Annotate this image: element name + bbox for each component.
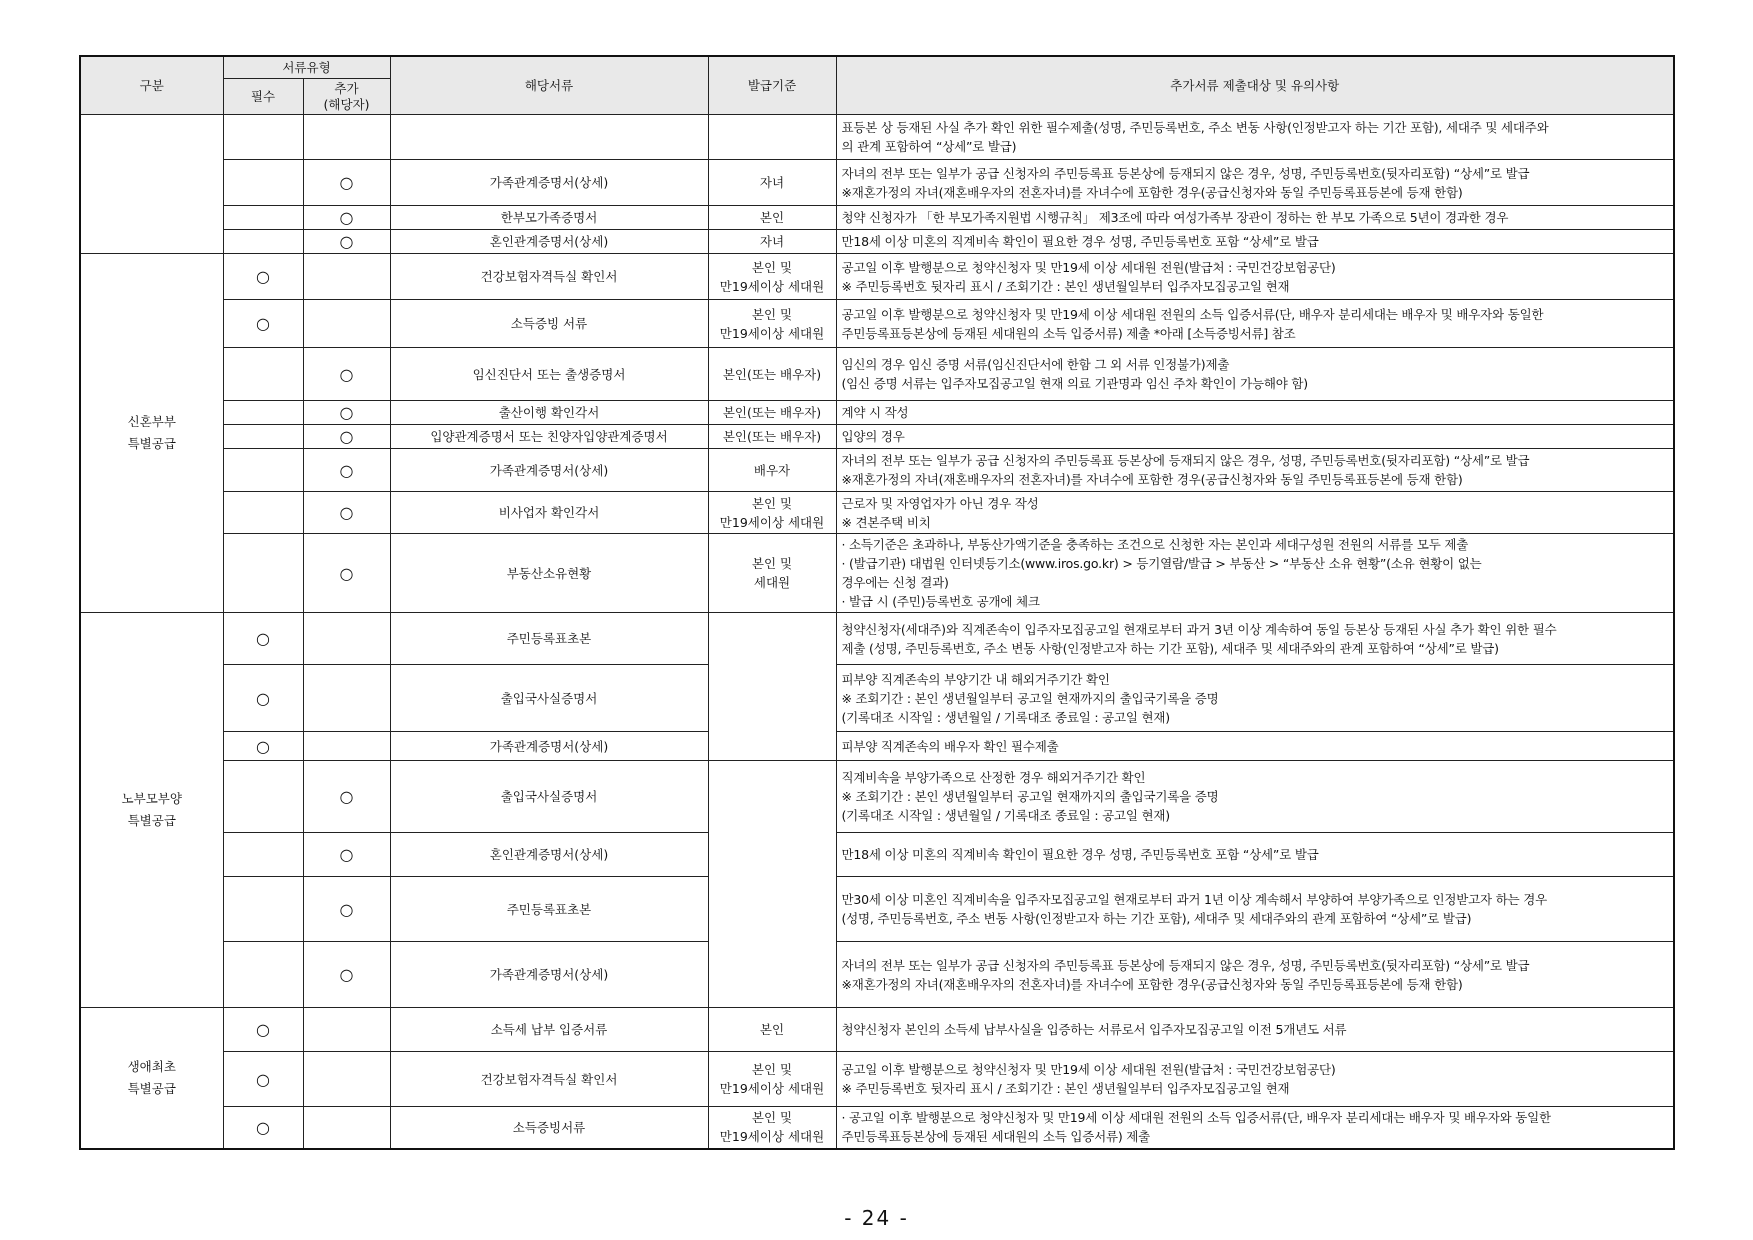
notes-line: 표등본 상 등재된 사실 추가 확인 위한 필수제출(성명, 주민등록번호, 주소 변동 사항(인정받고자 하는 기간 포함), 세대주 및 세대주와 bbox=[841, 120, 1549, 135]
issue-basis: 본인(또는 배우자) bbox=[708, 401, 836, 425]
notes-line: ※ 조회기간 : 본인 생년월일부터 공고일 현재까지의 출입국기록을 증명 bbox=[841, 690, 1219, 706]
header-additional: 추가 (해당자) bbox=[303, 79, 390, 115]
table-row bbox=[80, 115, 1674, 160]
notes-line: ※재혼가정의 자녀(재혼배우자의 전혼자녀)를 자녀수에 포함한 경우(공급신청자와 동일 주민등록표등본에 등재 한함) bbox=[841, 184, 1463, 200]
issue-basis: 본인 bbox=[708, 1008, 836, 1052]
table-row bbox=[80, 613, 1674, 665]
notes-line: 자녀의 전부 또는 일부가 공급 신청자의 주민등록표 등본상에 등재되지 않은 경우, 성명, 주민등록번호(뒷자리포함) “상세”로 발급 bbox=[841, 957, 1530, 973]
required-mark bbox=[223, 942, 303, 1008]
header-required: 필수 bbox=[223, 79, 303, 115]
additional-mark bbox=[303, 1107, 390, 1149]
notes-line: · (발급기관) 대법원 인터넷등기소(www.iros.go.kr) > 등기열람/발급 > 부동산 > “부동산 소유 현황”(소유 현황이 없는 bbox=[841, 556, 1482, 571]
additional-mark: ○ bbox=[303, 877, 390, 942]
table-row bbox=[80, 877, 1674, 942]
notes-cell bbox=[836, 449, 1674, 492]
table-row bbox=[80, 1008, 1674, 1052]
document-name: 주민등록표초본 bbox=[390, 613, 708, 665]
table-row bbox=[80, 401, 1674, 425]
document-name: 혼인관계증명서(상세) bbox=[390, 230, 708, 254]
document-name: 부동산소유현황 bbox=[390, 534, 708, 613]
notes-line: 경우에는 신청 결과) bbox=[841, 575, 949, 590]
notes-cell bbox=[836, 254, 1674, 300]
table-row bbox=[80, 732, 1674, 761]
document-name: 주민등록표초본 bbox=[390, 877, 708, 942]
notes-line: 직계비속을 부양가족으로 산정한 경우 해외거주기간 확인 bbox=[841, 770, 1146, 785]
notes-line: (임신 증명 서류는 입주자모집공고일 현재 의료 기관명과 임신 주차 확인이 가능해야 함) bbox=[841, 376, 1308, 391]
document-name: 가족관계증명서(상세) bbox=[390, 942, 708, 1008]
required-mark: ○ bbox=[223, 1052, 303, 1107]
additional-mark: ○ bbox=[303, 206, 390, 230]
notes-cell bbox=[836, 1008, 1674, 1052]
notes-line: 주민등록표등본상에 등재된 세대원의 소득 입증서류) 제출 *아래 [소득증빙서류] 참조 bbox=[841, 325, 1296, 341]
notes-cell bbox=[836, 877, 1674, 942]
document-name: 소득증빙서류 bbox=[390, 1107, 708, 1149]
notes-cell bbox=[836, 833, 1674, 877]
required-mark bbox=[223, 761, 303, 833]
table-row bbox=[80, 942, 1674, 1008]
notes-line: 피부양 직계존속의 배우자 확인 필수제출 bbox=[841, 738, 1059, 754]
issue-basis: 자녀 bbox=[708, 160, 836, 206]
issue-basis bbox=[708, 115, 836, 160]
notes-cell bbox=[836, 401, 1674, 425]
category-cell-elderly: 노부모부양 특별공급 bbox=[80, 613, 223, 1008]
notes-line: 공고일 이후 발행분으로 청약신청자 및 만19세 이상 세대원 전원(발급처 : 국민건강보험공단) bbox=[841, 1062, 1336, 1077]
required-mark bbox=[223, 160, 303, 206]
table-row bbox=[80, 665, 1674, 732]
required-mark bbox=[223, 401, 303, 425]
document-name: 가족관계증명서(상세) bbox=[390, 160, 708, 206]
additional-mark bbox=[303, 665, 390, 732]
notes-cell bbox=[836, 665, 1674, 732]
additional-mark bbox=[303, 300, 390, 348]
table-row bbox=[80, 425, 1674, 449]
notes-line: 만30세 이상 미혼인 직계비속을 입주자모집공고일 현재로부터 과거 1년 이상 계속해서 부양하여 부양가족으로 인정받고자 하는 경우 bbox=[841, 892, 1547, 907]
notes-line: 근로자 및 자영업자가 아닌 경우 작성 bbox=[841, 495, 1039, 511]
notes-cell bbox=[836, 115, 1674, 160]
document-name: 소득세 납부 입증서류 bbox=[390, 1008, 708, 1052]
document-name: 출산이행 확인각서 bbox=[390, 401, 708, 425]
document-name: 출입국사실증명서 bbox=[390, 761, 708, 833]
document-name bbox=[390, 115, 708, 160]
additional-mark bbox=[303, 613, 390, 665]
notes-line: ※재혼가정의 자녀(재혼배우자의 전혼자녀)를 자녀수에 포함한 경우(공급신청자와 동일 주민등록표등본에 등재 한함) bbox=[841, 976, 1463, 992]
notes-line: 제출 (성명, 주민등록번호, 주소 변동 사항(인정받고자 하는 기간 포함), 세대주 및 세대주와의 관계 포함하여 “상세”로 발급) bbox=[841, 640, 1499, 656]
table-row bbox=[80, 761, 1674, 833]
additional-mark bbox=[303, 1052, 390, 1107]
notes-cell bbox=[836, 534, 1674, 613]
required-mark bbox=[223, 877, 303, 942]
issue-basis: 배우자 bbox=[708, 449, 836, 492]
document-name: 건강보험자격득실 확인서 bbox=[390, 1052, 708, 1107]
header-category: 구분 bbox=[80, 56, 223, 115]
notes-line: 임신의 경우 임신 증명 서류(임신진단서에 한함 그 외 서류 인정불가)제출 bbox=[841, 357, 1230, 372]
notes-cell bbox=[836, 206, 1674, 230]
table-row bbox=[80, 833, 1674, 877]
page-number: - 24 - bbox=[844, 1206, 909, 1230]
additional-mark: ○ bbox=[303, 761, 390, 833]
notes-line: ※ 조회기간 : 본인 생년월일부터 공고일 현재까지의 출입국기록을 증명 bbox=[841, 789, 1219, 804]
table-row bbox=[80, 230, 1674, 254]
required-mark: ○ bbox=[223, 613, 303, 665]
document-name: 소득증빙 서류 bbox=[390, 300, 708, 348]
document-table-container bbox=[79, 55, 1673, 1150]
issue-basis: 본인 및 만19세이상 세대원 bbox=[708, 1052, 836, 1107]
issue-basis bbox=[708, 613, 836, 761]
required-mark: ○ bbox=[223, 1107, 303, 1149]
document-name: 입양관계증명서 또는 친양자입양관계증명서 bbox=[390, 425, 708, 449]
required-mark: ○ bbox=[223, 254, 303, 300]
additional-mark bbox=[303, 254, 390, 300]
notes-line: 자녀의 전부 또는 일부가 공급 신청자의 주민등록표 등본상에 등재되지 않은 경우, 성명, 주민등록번호(뒷자리포함) “상세”로 발급 bbox=[841, 165, 1530, 181]
issue-basis: 본인 및 만19세이상 세대원 bbox=[708, 492, 836, 534]
table-row bbox=[80, 1052, 1674, 1107]
document-name: 가족관계증명서(상세) bbox=[390, 449, 708, 492]
additional-mark: ○ bbox=[303, 534, 390, 613]
notes-line: 피부양 직계존속의 부양기간 내 해외거주기간 확인 bbox=[841, 671, 1110, 687]
additional-mark: ○ bbox=[303, 401, 390, 425]
required-documents-table bbox=[79, 55, 1675, 1150]
document-name: 건강보험자격득실 확인서 bbox=[390, 254, 708, 300]
required-mark bbox=[223, 425, 303, 449]
notes-cell bbox=[836, 1052, 1674, 1107]
header-notes: 추가서류 제출대상 및 유의사항 bbox=[836, 56, 1674, 115]
issue-basis: 본인(또는 배우자) bbox=[708, 348, 836, 401]
table-row bbox=[80, 160, 1674, 206]
table-row bbox=[80, 348, 1674, 401]
additional-mark: ○ bbox=[303, 449, 390, 492]
notes-line: 공고일 이후 발행분으로 청약신청자 및 만19세 이상 세대원 전원의 소득 입증서류(단, 배우자 분리세대는 배우자 및 배우자와 동일한 bbox=[841, 306, 1544, 322]
additional-mark: ○ bbox=[303, 425, 390, 449]
additional-mark: ○ bbox=[303, 230, 390, 254]
notes-line: 자녀의 전부 또는 일부가 공급 신청자의 주민등록표 등본상에 등재되지 않은 경우, 성명, 주민등록번호(뒷자리포함) “상세”로 발급 bbox=[841, 453, 1530, 468]
required-mark: ○ bbox=[223, 300, 303, 348]
notes-line: (성명, 주민등록번호, 주소 변동 사항(인정받고자 하는 기간 포함), 세대주 및 세대주와의 관계 포함하여 “상세”로 발급) bbox=[841, 911, 1472, 926]
required-mark bbox=[223, 206, 303, 230]
issue-basis: 자녀 bbox=[708, 230, 836, 254]
issue-basis: 본인 및 만19세이상 세대원 bbox=[708, 300, 836, 348]
issue-basis: 본인 및 만19세이상 세대원 bbox=[708, 254, 836, 300]
notes-cell bbox=[836, 230, 1674, 254]
document-name: 비사업자 확인각서 bbox=[390, 492, 708, 534]
notes-line: 만18세 이상 미혼의 직계비속 확인이 필요한 경우 성명, 주민등록번호 포함 “상세”로 발급 bbox=[841, 847, 1319, 862]
notes-line: 계약 시 작성 bbox=[841, 405, 909, 420]
notes-line: 청약 신청자가 「한 부모가족지원법 시행규칙」 제3조에 따라 여성가족부 장관이 정하는 한 부모 가족으로 5년이 경과한 경우 bbox=[841, 210, 1509, 225]
notes-cell bbox=[836, 348, 1674, 401]
table-row bbox=[80, 300, 1674, 348]
table-row bbox=[80, 534, 1674, 613]
notes-line: 입양의 경우 bbox=[841, 429, 905, 444]
notes-cell bbox=[836, 160, 1674, 206]
notes-line: 공고일 이후 발행분으로 청약신청자 및 만19세 이상 세대원 전원(발급처 : 국민건강보험공단) bbox=[841, 259, 1336, 275]
issue-basis bbox=[708, 761, 836, 1008]
notes-line: 청약신청자 본인의 소득세 납부사실을 입증하는 서류로서 입주자모집공고일 이전 5개년도 서류 bbox=[841, 1022, 1347, 1037]
header-issue-basis: 발급기준 bbox=[708, 56, 836, 115]
category-cell-top bbox=[80, 115, 223, 254]
notes-cell bbox=[836, 732, 1674, 761]
notes-line: ※ 주민등록번호 뒷자리 표시 / 조회기간 : 본인 생년월일부터 입주자모집공고일 현재 bbox=[841, 278, 1290, 294]
required-mark bbox=[223, 534, 303, 613]
document-name: 가족관계증명서(상세) bbox=[390, 732, 708, 761]
notes-line: (기록대조 시작일 : 생년월일 / 기록대조 종료일 : 공고일 현재) bbox=[841, 808, 1170, 823]
additional-mark: ○ bbox=[303, 492, 390, 534]
category-cell-firstlife: 생애최초 특별공급 bbox=[80, 1008, 223, 1149]
notes-line: 의 관계 포함하여 “상세”로 발급) bbox=[841, 139, 1017, 154]
notes-line: · 공고일 이후 발행분으로 청약신청자 및 만19세 이상 세대원 전원의 소득 입증서류(단, 배우자 분리세대는 배우자 및 배우자와 동일한 bbox=[841, 1110, 1551, 1126]
notes-line: ※ 주민등록번호 뒷자리 표시 / 조회기간 : 본인 생년월일부터 입주자모집공고일 현재 bbox=[841, 1081, 1290, 1096]
additional-mark: ○ bbox=[303, 942, 390, 1008]
notes-cell bbox=[836, 300, 1674, 348]
required-mark bbox=[223, 115, 303, 160]
required-mark bbox=[223, 230, 303, 254]
notes-cell bbox=[836, 761, 1674, 833]
table-row bbox=[80, 1107, 1674, 1149]
notes-line: 청약신청자(세대주)와 직계존속이 입주자모집공고일 현재로부터 과거 3년 이상 계속하여 동일 등본상 등재된 사실 추가 확인 위한 필수 bbox=[841, 621, 1557, 637]
issue-basis: 본인 및 만19세이상 세대원 bbox=[708, 1107, 836, 1149]
table-row bbox=[80, 206, 1674, 230]
notes-line: 주민등록표등본상에 등재된 세대원의 소득 입증서류) 제출 bbox=[841, 1129, 1151, 1145]
document-name: 임신진단서 또는 출생증명서 bbox=[390, 348, 708, 401]
notes-line: ※ 견본주택 비치 bbox=[841, 514, 931, 530]
additional-mark bbox=[303, 732, 390, 761]
document-name: 출입국사실증명서 bbox=[390, 665, 708, 732]
notes-cell bbox=[836, 492, 1674, 534]
notes-line: 만18세 이상 미혼의 직계비속 확인이 필요한 경우 성명, 주민등록번호 포함 “상세”로 발급 bbox=[841, 234, 1319, 249]
document-name: 한부모가족증명서 bbox=[390, 206, 708, 230]
notes-cell bbox=[836, 425, 1674, 449]
notes-line: ※재혼가정의 자녀(재혼배우자의 전혼자녀)를 자녀수에 포함한 경우(공급신청자와 동일 주민등록표등본에 등재 한함) bbox=[841, 472, 1463, 487]
table-row bbox=[80, 254, 1674, 300]
notes-cell bbox=[836, 1107, 1674, 1149]
required-mark: ○ bbox=[223, 665, 303, 732]
additional-mark bbox=[303, 1008, 390, 1052]
notes-line: (기록대조 시작일 : 생년월일 / 기록대조 종료일 : 공고일 현재) bbox=[841, 709, 1170, 725]
document-name: 혼인관계증명서(상세) bbox=[390, 833, 708, 877]
additional-mark bbox=[303, 115, 390, 160]
issue-basis: 본인(또는 배우자) bbox=[708, 425, 836, 449]
required-mark: ○ bbox=[223, 1008, 303, 1052]
header-doc-type: 서류유형 bbox=[223, 56, 390, 79]
additional-mark: ○ bbox=[303, 833, 390, 877]
notes-cell bbox=[836, 613, 1674, 665]
required-mark bbox=[223, 348, 303, 401]
required-mark bbox=[223, 449, 303, 492]
notes-line: · 발급 시 (주민)등록번호 공개에 체크 bbox=[841, 594, 1040, 609]
table-row bbox=[80, 449, 1674, 492]
notes-cell bbox=[836, 942, 1674, 1008]
category-cell-newlywed: 신혼부부 특별공급 bbox=[80, 254, 223, 613]
issue-basis: 본인 bbox=[708, 206, 836, 230]
table-body bbox=[80, 115, 1674, 1149]
additional-mark: ○ bbox=[303, 348, 390, 401]
required-mark bbox=[223, 833, 303, 877]
notes-line: · 소득기준은 초과하나, 부동산가액기준을 충족하는 조건으로 신청한 자는 본인과 세대구성원 전원의 서류를 모두 제출 bbox=[841, 537, 1469, 552]
required-mark: ○ bbox=[223, 732, 303, 761]
issue-basis: 본인 및 세대원 bbox=[708, 534, 836, 613]
table-row bbox=[80, 492, 1674, 534]
additional-mark: ○ bbox=[303, 160, 390, 206]
required-mark bbox=[223, 492, 303, 534]
header-document: 해당서류 bbox=[390, 56, 708, 115]
